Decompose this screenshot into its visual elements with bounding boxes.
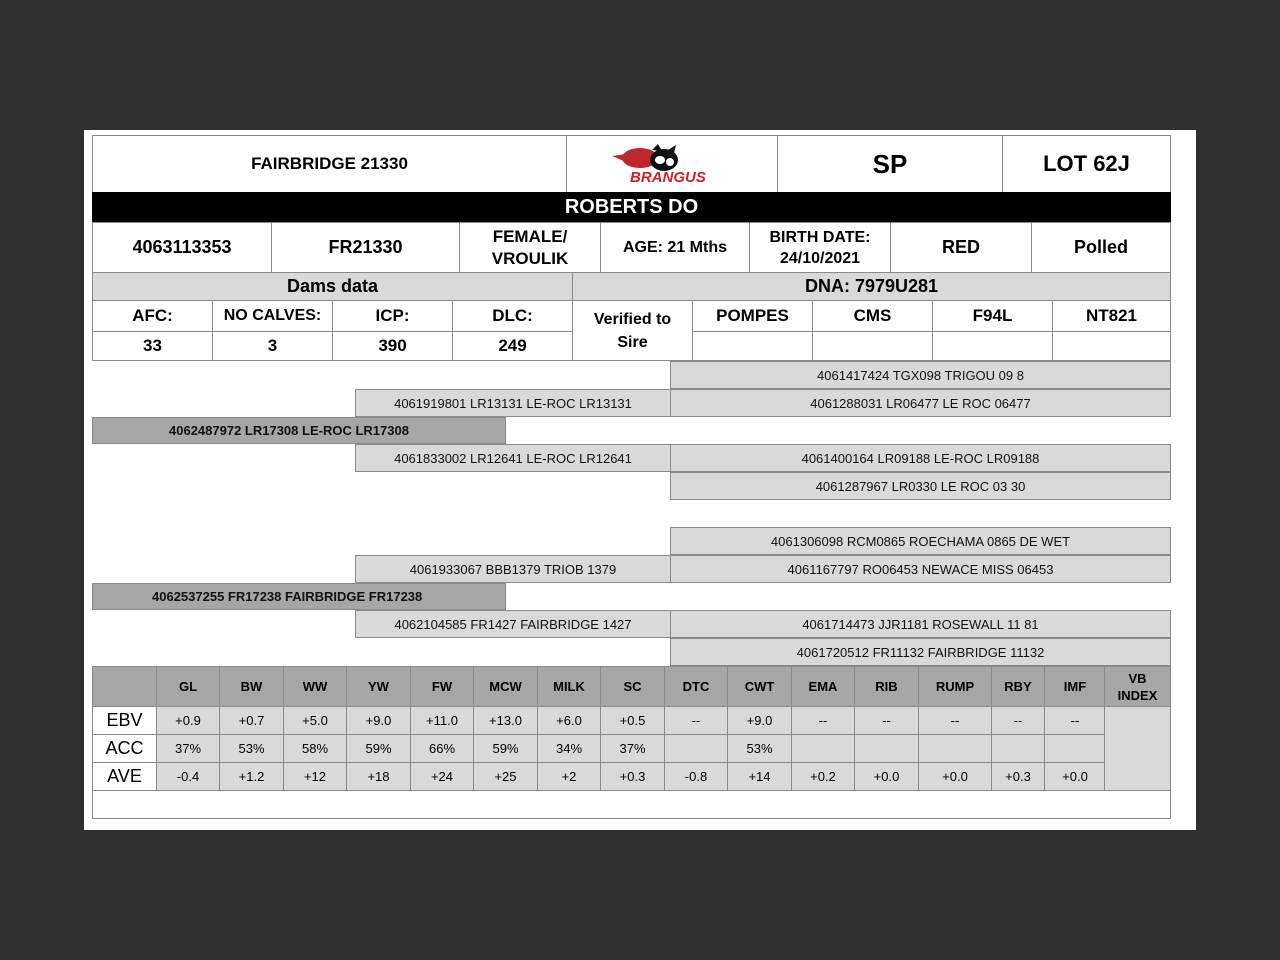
animal-horn: Polled	[1031, 222, 1171, 273]
ebv-cell-ave-imf: +0.0	[1044, 762, 1106, 791]
ebv-cell-ebv-bw: +0.7	[219, 706, 284, 735]
ebv-cell-acc-ww: 58%	[283, 734, 347, 763]
ebv-cell-acc-ema	[791, 734, 855, 763]
marker-cms: CMS	[812, 300, 933, 332]
ebv-header-fw: FW	[410, 666, 474, 707]
ebv-cell-ave-bw: +1.2	[219, 762, 284, 791]
ebv-cell-acc-rby	[991, 734, 1045, 763]
ebv-cell-ave-fw: +24	[410, 762, 474, 791]
animal-tag: FR21330	[271, 222, 460, 273]
ebv-cell-acc-imf	[1044, 734, 1106, 763]
animal-color: RED	[890, 222, 1032, 273]
ebv-cell-ebv-rump: --	[918, 706, 992, 735]
ebv-cell-ebv-ema: --	[791, 706, 855, 735]
ebv-cell-acc-rump	[918, 734, 992, 763]
marker-f94l-value	[932, 331, 1053, 361]
ebv-cell-acc-rib	[854, 734, 919, 763]
ebv-cell-ebv-mcw: +13.0	[473, 706, 538, 735]
marker-nt821-value	[1052, 331, 1171, 361]
pedigree-dam-dam-sire: 4061714473 JJR1181 ROSEWALL 11 81	[670, 610, 1171, 638]
ebv-header-rby: RBY	[991, 666, 1045, 707]
pedigree-dam-sire-sire: 4061306098 RCM0865 ROECHAMA 0865 DE WET	[670, 527, 1171, 555]
ebv-cell-ebv-gl: +0.9	[156, 706, 220, 735]
ebv-cell-ebv-cwt: +9.0	[727, 706, 792, 735]
footer-row	[92, 790, 1171, 819]
animal-age: AGE: 21 Mths	[600, 222, 750, 273]
ebv-row-label-ebv: EBV	[92, 706, 157, 735]
ebv-cell-ave-ww: +12	[283, 762, 347, 791]
ebv-cell-ave-gl: -0.4	[156, 762, 220, 791]
vb-index-line-2: INDEX	[1117, 687, 1158, 703]
ebv-cell-ebv-milk: +6.0	[537, 706, 601, 735]
lot-number: LOT 62J	[1002, 135, 1171, 193]
pedigree-dam-sire-dam: 4061167797 RO06453 NEWACE MISS 06453	[670, 555, 1171, 583]
ebv-header-rump: RUMP	[918, 666, 992, 707]
ebv-cell-ave-sc: +0.3	[600, 762, 665, 791]
ebv-cell-ave-milk: +2	[537, 762, 601, 791]
pedigree-dam-dam-dam: 4061720512 FR11132 FAIRBRIDGE 11132	[670, 638, 1171, 666]
ebv-row-label-ave: AVE	[92, 762, 157, 791]
sex-line-2: VROULIK	[491, 248, 569, 268]
ebv-header-dtc: DTC	[664, 666, 728, 707]
ebv-row-label-acc: ACC	[92, 734, 157, 763]
pedigree-sire-dam: 4061833002 LR12641 LE-ROC LR12641	[355, 444, 671, 472]
dna-title: DNA: 7979U281	[572, 272, 1171, 301]
ebv-header-imf: IMF	[1044, 666, 1106, 707]
ebv-header-gl: GL	[156, 666, 220, 707]
ebv-cell-ave-ema: +0.2	[791, 762, 855, 791]
ebv-cell-ebv-imf: --	[1044, 706, 1106, 735]
ebv-cell-acc-mcw: 59%	[473, 734, 538, 763]
marker-cms-value	[812, 331, 933, 361]
category-code: SP	[777, 135, 1003, 193]
marker-pompes: POMPES	[692, 300, 813, 332]
ebv-header-milk: MILK	[537, 666, 601, 707]
birth-date	[749, 222, 891, 273]
ebv-cell-ebv-fw: +11.0	[410, 706, 474, 735]
ebv-cell-ave-rby: +0.3	[991, 762, 1045, 791]
ebv-cell-ebv-yw: +9.0	[346, 706, 411, 735]
ebv-cell-ave-rib: +0.0	[854, 762, 919, 791]
pedigree-sire-sire: 4061919801 LR13131 LE-ROC LR13131	[355, 389, 671, 417]
ebv-corner	[92, 666, 157, 707]
ebv-header-ema: EMA	[791, 666, 855, 707]
marker-nt821: NT821	[1052, 300, 1171, 332]
animal-sex	[459, 222, 601, 273]
ebv-cell-acc-sc: 37%	[600, 734, 665, 763]
verified-line-1: Verified to	[593, 310, 672, 328]
ebv-header-cwt: CWT	[727, 666, 792, 707]
brangus-logo	[566, 135, 778, 193]
marker-pompes-value	[692, 331, 813, 361]
marker-f94l: F94L	[932, 300, 1053, 332]
ebv-cell-ebv-sc: +0.5	[600, 706, 665, 735]
ebv-cell-ebv-rib: --	[854, 706, 919, 735]
afc-value: 33	[92, 331, 213, 361]
calves-header: NO CALVES:	[212, 300, 333, 332]
ebv-cell-acc-milk: 34%	[537, 734, 601, 763]
ebv-cell-ave-dtc: -0.8	[664, 762, 728, 791]
ebv-cell-acc-gl: 37%	[156, 734, 220, 763]
vb-index-line-1: VB	[1128, 670, 1147, 686]
ebv-header-mcw: MCW	[473, 666, 538, 707]
ebv-cell-ave-yw: +18	[346, 762, 411, 791]
farm-name: FAIRBRIDGE 21330	[92, 135, 567, 193]
afc-header: AFC:	[92, 300, 213, 332]
dlc-value: 249	[452, 331, 573, 361]
bull-icon	[602, 142, 742, 186]
logo-text: BRANGUS	[630, 169, 706, 186]
vb-index-header	[1104, 666, 1171, 707]
lot-card	[84, 130, 1196, 830]
ebv-cell-acc-bw: 53%	[219, 734, 284, 763]
owner-bar: ROBERTS DO	[92, 192, 1171, 223]
ebv-header-yw: YW	[346, 666, 411, 707]
pedigree-sire-sire-sire: 4061417424 TGX098 TRIGOU 09 8	[670, 361, 1171, 389]
sex-line-1: FEMALE/	[492, 226, 568, 246]
ebv-cell-ave-mcw: +25	[473, 762, 538, 791]
pedigree-dam-sire: 4061933067 BBB1379 TRIOB 1379	[355, 555, 671, 583]
ebv-cell-acc-dtc	[664, 734, 728, 763]
ebv-cell-ave-rump: +0.0	[918, 762, 992, 791]
birth-value: 24/10/2021	[779, 249, 861, 267]
ebv-header-sc: SC	[600, 666, 665, 707]
pedigree-sire-sire-dam: 4061288031 LR06477 LE ROC 06477	[670, 389, 1171, 417]
vb-index-value	[1104, 706, 1171, 791]
pedigree-dam-dam: 4062104585 FR1427 FAIRBRIDGE 1427	[355, 610, 671, 638]
ebv-header-bw: BW	[219, 666, 284, 707]
ebv-cell-ave-cwt: +14	[727, 762, 792, 791]
ebv-header-ww: WW	[283, 666, 347, 707]
verified-line-2: Sire	[617, 333, 648, 351]
ebv-cell-acc-cwt: 53%	[727, 734, 792, 763]
ebv-cell-ebv-ww: +5.0	[283, 706, 347, 735]
verified-to-sire	[572, 300, 693, 361]
birth-label: BIRTH DATE:	[769, 228, 871, 246]
pedigree-sire: 4062487972 LR17308 LE-ROC LR17308	[92, 417, 506, 444]
dlc-header: DLC:	[452, 300, 573, 332]
ebv-header-rib: RIB	[854, 666, 919, 707]
animal-id: 4063113353	[92, 222, 272, 273]
dams-title: Dams data	[92, 272, 573, 301]
calves-value: 3	[212, 331, 333, 361]
icp-value: 390	[332, 331, 453, 361]
pedigree-dam: 4062537255 FR17238 FAIRBRIDGE FR17238	[92, 583, 506, 610]
ebv-cell-ebv-dtc: --	[664, 706, 728, 735]
pedigree-sire-dam-sire: 4061400164 LR09188 LE-ROC LR09188	[670, 444, 1171, 472]
ebv-cell-acc-yw: 59%	[346, 734, 411, 763]
ebv-cell-acc-fw: 66%	[410, 734, 474, 763]
pedigree-sire-dam-dam: 4061287967 LR0330 LE ROC 03 30	[670, 472, 1171, 500]
ebv-cell-ebv-rby: --	[991, 706, 1045, 735]
icp-header: ICP:	[332, 300, 453, 332]
